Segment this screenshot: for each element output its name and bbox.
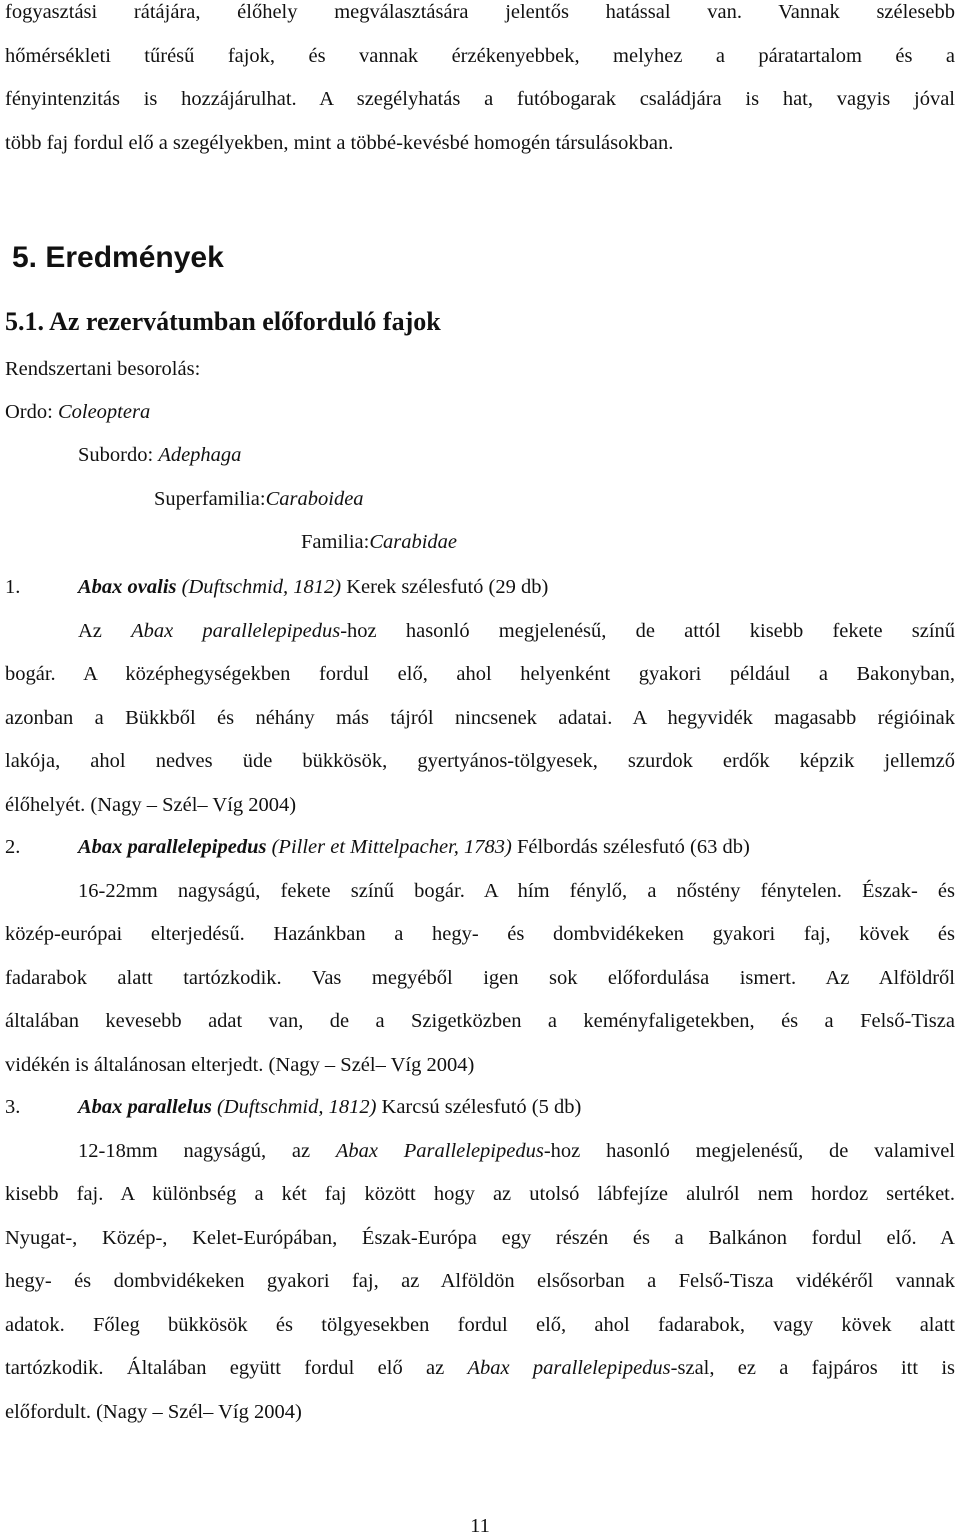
species-heading xyxy=(5,1086,955,1130)
species-entry xyxy=(5,1086,955,1434)
species-description-line xyxy=(5,1391,955,1435)
taxonomy-ordo xyxy=(5,397,150,427)
subordo-value: Adephaga xyxy=(158,444,242,466)
familia-label: Familia: xyxy=(301,531,370,553)
line-text: Nyugat-, Közép-, Kelet-Európában, Észak-Európa egy részén és a Balkánon fordul elő. A xyxy=(5,1226,955,1249)
section-heading: 5. Eredmények xyxy=(12,241,224,274)
species-number: 3. xyxy=(5,1096,21,1118)
intro-line: több faj fordul elő a szegélyekben, mint a többé-kevésbé homogén társulásokban. xyxy=(5,131,674,154)
line-text: kisebb faj. A különbség a két faj között hogy az utolsó lábfejíze alulról nem hordoz sertéket. xyxy=(5,1183,955,1205)
page-number: 11 xyxy=(470,1515,490,1537)
species-description-line xyxy=(5,1347,955,1391)
species-name: Abax parallelus xyxy=(78,1096,212,1118)
species-description-line xyxy=(5,913,955,957)
line-text: -szal, ez a fajpáros itt is xyxy=(670,1357,956,1379)
line-text: -hoz hasonló megjelenésű, de valamivel xyxy=(543,1139,955,1162)
species-description-line xyxy=(5,1173,955,1217)
species-heading xyxy=(5,566,955,610)
species-entry xyxy=(5,566,955,827)
intro-line: fogyasztási rátájára, élőhely megválasztására jelentős hatással van. Vannak szélesebb xyxy=(5,1,955,23)
line-text: -hoz hasonló megjelenésű, de attól kisebb fekete színű xyxy=(340,619,956,642)
species-author: (Duftschmid, 1812) xyxy=(216,1096,377,1118)
species-entry xyxy=(5,826,955,1087)
line-text: fadarabok alatt tartózkodik. Vas megyéből igen sok előfordulása ismert. Az Alföldről xyxy=(5,966,955,989)
ordo-label: Ordo: xyxy=(5,401,53,423)
line-text: 12-18mm nagyságú, az xyxy=(78,1139,336,1162)
line-text: előfordult. (Nagy – Szél– Víg 2004) xyxy=(5,1400,302,1423)
document-page xyxy=(5,0,956,1423)
species-description-line xyxy=(5,870,955,914)
line-text: élőhelyét. (Nagy – Szél– Víg 2004) xyxy=(5,793,297,816)
line-text: Az xyxy=(78,619,132,642)
line-italic-taxon: Abax Parallelepipedus xyxy=(335,1139,544,1162)
taxonomy-subordo xyxy=(78,440,241,470)
line-text: lakója, ahol nedves üde bükkösök, gyertyános-tölgyesek, szurdok erdők képzik jellemző xyxy=(5,750,955,772)
species-description-line xyxy=(5,957,955,1001)
line-text: 16-22mm nagyságú, fekete színű bogár. A hím fénylő, a nőstény fénytelen. Észak- és xyxy=(78,879,955,902)
species-description-line xyxy=(5,653,955,697)
taxonomy-familia xyxy=(301,527,457,557)
line-text: általában kevesebb adat van, de a Szigetközben a keményfaligetekben, és a Felső-Tisza xyxy=(5,1010,955,1032)
species-common-name: Karcsú szélesfutó (5 db) xyxy=(381,1096,582,1118)
species-description-line xyxy=(5,1000,955,1044)
superfamilia-label: Superfamilia: xyxy=(154,488,266,510)
intro-paragraph xyxy=(5,0,955,165)
familia-value: Carabidae xyxy=(369,531,458,553)
species-name: Abax ovalis xyxy=(78,576,177,598)
species-name: Abax parallelepipedus xyxy=(78,836,267,858)
intro-line: hőmérsékleti tűrésű fajok, és vannak érzékenyebbek, melyhez a páratartalom és a xyxy=(5,44,955,67)
species-common-name: Kerek szélesfutó (29 db) xyxy=(346,576,549,598)
species-description-line xyxy=(5,1260,955,1304)
ordo-value: Coleoptera xyxy=(57,401,151,423)
taxonomy-label: Rendszertani besorolás: xyxy=(5,358,201,380)
species-description-line xyxy=(5,740,955,784)
line-italic-taxon: Abax parallelepipedus xyxy=(131,619,341,642)
taxonomy-superfamilia xyxy=(154,484,364,514)
intro-line: fényintenzitás is hozzájárulhat. A szegélyhatás a futóbogarak családjára is hat, vagyis jóval xyxy=(5,88,955,110)
subsection-heading: 5.1. Az rezervátumban előforduló fajok xyxy=(5,307,441,336)
species-number: 2. xyxy=(5,836,21,858)
species-number: 1. xyxy=(5,576,21,598)
superfamilia-value: Caraboidea xyxy=(265,488,364,510)
line-text: azonban a Bükkből és néhány más tájról nincsenek adatai. A hegyvidék magasabb régióinak xyxy=(5,706,955,729)
line-text: vidékén is általánosan elterjedt. (Nagy – Szél– Víg 2004) xyxy=(5,1053,475,1076)
species-common-name: Félbordás szélesfutó (63 db) xyxy=(516,836,750,858)
species-description-line xyxy=(5,697,955,741)
species-description-line xyxy=(5,1217,955,1261)
line-text: közép-európai elterjedésű. Hazánkban a hegy- és dombvidékeken gyakori faj, kövek és xyxy=(5,923,955,945)
species-heading xyxy=(5,826,955,870)
species-description-line xyxy=(5,610,955,654)
species-author: (Duftschmid, 1812) xyxy=(181,576,342,598)
line-italic-taxon: Abax parallelepipedus xyxy=(467,1357,671,1379)
line-text: hegy- és dombvidékeken gyakori faj, az Alföldön elsősorban a Felső-Tisza vidékéről vannak xyxy=(5,1270,955,1292)
species-description-line xyxy=(5,1044,955,1088)
species-author: (Piller et Mittelpacher, 1783) xyxy=(271,836,512,858)
line-text: tartózkodik. Általában együtt fordul elő az xyxy=(5,1357,468,1379)
species-description-line xyxy=(5,784,955,828)
species-description-line xyxy=(5,1304,955,1348)
subordo-label: Subordo: xyxy=(78,444,154,466)
line-text: bogár. A középhegységekben fordul elő, ahol helyenként gyakori például a Bakonyban, xyxy=(5,663,955,685)
species-description-line xyxy=(5,1130,955,1174)
line-text: adatok. Főleg bükkösök és tölgyesekben fordul elő, ahol fadarabok, vagy kövek alatt xyxy=(5,1313,955,1336)
